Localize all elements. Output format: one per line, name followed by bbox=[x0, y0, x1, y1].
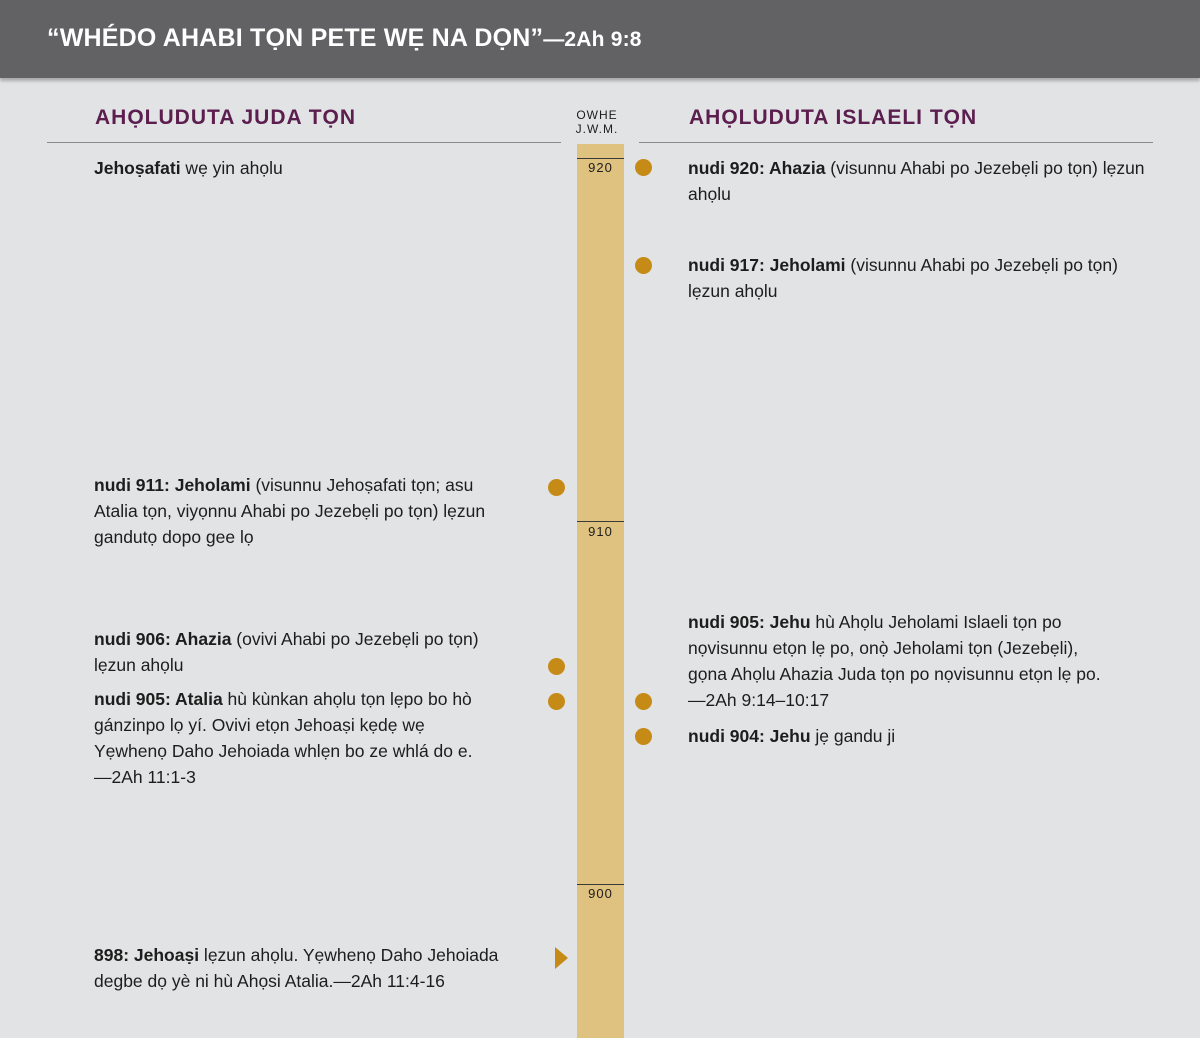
left-column-heading: AHỌLUDUTA JUDA TỌN bbox=[95, 106, 357, 129]
timeline-bar bbox=[577, 144, 624, 1038]
event-marker-dot bbox=[635, 728, 652, 745]
event-marker-arrow bbox=[555, 947, 568, 969]
timeline-heading-line-1: OWHE bbox=[576, 108, 618, 122]
right-heading-rule bbox=[639, 142, 1153, 143]
left-heading-rule bbox=[47, 142, 561, 143]
right-column-heading: AHỌLUDUTA ISLAELI TỌN bbox=[689, 106, 978, 129]
timeline-tick-910 bbox=[577, 521, 624, 522]
entry-title: nudi 911: Jeholami bbox=[94, 475, 251, 495]
entry-text: (visunnu Jehoṣafati tọn; asu Atalia tọn, viyọnnu Ahabi po Jezebẹli po tọn) lẹzun gandutọ dopo gee lọ bbox=[94, 475, 486, 547]
entry-title: nudi 904: Jehu bbox=[688, 726, 811, 746]
entry-title: nudi 917: Jeholami bbox=[688, 255, 846, 275]
event-marker-dot bbox=[635, 257, 652, 274]
entry-title: Jehoṣafati bbox=[94, 158, 181, 178]
juda-entry-905 bbox=[94, 686, 474, 790]
entry-title: nudi 906: Ahazia bbox=[94, 629, 232, 649]
entry-text: (visunnu Ahabi po Jezebẹli po tọn) lẹzun ahọlu bbox=[688, 255, 1118, 301]
timeline-tick-900 bbox=[577, 884, 624, 885]
event-marker-dot bbox=[548, 693, 565, 710]
entry-text: (ovivi Ahabi po Jezebẹli po tọn) lẹzun ahọlu bbox=[94, 629, 479, 675]
juda-entry-906 bbox=[94, 626, 514, 678]
islaeli-entry-917 bbox=[688, 252, 1148, 304]
timeline-heading bbox=[568, 108, 626, 136]
entry-title: 898: Jehoaṣi bbox=[94, 945, 200, 965]
juda-entry-jehosafati bbox=[94, 155, 534, 181]
event-marker-dot bbox=[635, 693, 652, 710]
entry-text: (visunnu Ahabi po Jezebẹli po tọn) lẹzun ahọlu bbox=[688, 158, 1145, 204]
event-marker-dot bbox=[635, 159, 652, 176]
page-title bbox=[47, 24, 642, 53]
entry-title: nudi 905: Jehu bbox=[688, 612, 811, 632]
islaeli-entry-904 bbox=[688, 723, 1148, 749]
timeline-tick-label-920: 920 bbox=[588, 160, 613, 175]
entry-title: nudi 905: Atalia bbox=[94, 689, 223, 709]
event-marker-dot bbox=[548, 479, 565, 496]
entry-text: wẹ yin ahọlu bbox=[180, 158, 283, 178]
event-marker-dot bbox=[548, 658, 565, 675]
timeline-tick-label-910: 910 bbox=[588, 524, 613, 539]
entry-text: hù Ahọlu Jeholami Islaeli tọn po nọvisunnu etọn lẹ po, onọ̀ Jeholami tọn (Jezebẹli), gọna Ahọlu Ahazia Juda tọn po nọvisunnu etọn lẹ po.—2Ah 9:14–10:17 bbox=[688, 612, 1101, 710]
entry-text: jẹ gandu ji bbox=[810, 726, 896, 746]
timeline-heading-line-2: J.W.M. bbox=[575, 122, 619, 136]
timeline-tick-label-900: 900 bbox=[588, 886, 613, 901]
entry-text: hù kùnkan ahọlu tọn lẹpo bo hò gánzinpo lọ yí. Ovivi etọn Jehoaṣi kẹdẹ wẹ Yẹwhenọ Daho Jehoiada whlẹn bo ze whlá do e.—2Ah 11:1-3 bbox=[94, 689, 473, 787]
title-text: “WHÉDO AHABI TỌN PETE WẸ NA DỌN” bbox=[47, 24, 544, 52]
timeline-tick-920 bbox=[577, 158, 624, 159]
entry-text: lẹzun ahọlu. Yẹwhenọ Daho Jehoiada degbe dọ yè ni hù Ahọsi Atalia.—2Ah 11:4-16 bbox=[94, 945, 499, 991]
islaeli-entry-920 bbox=[688, 155, 1148, 207]
juda-entry-911 bbox=[94, 472, 514, 550]
title-banner bbox=[0, 0, 1200, 78]
title-reference: —2Ah 9:8 bbox=[543, 28, 642, 51]
islaeli-entry-905 bbox=[688, 609, 1108, 713]
juda-entry-898 bbox=[94, 942, 519, 994]
entry-title: nudi 920: Ahazia bbox=[688, 158, 826, 178]
